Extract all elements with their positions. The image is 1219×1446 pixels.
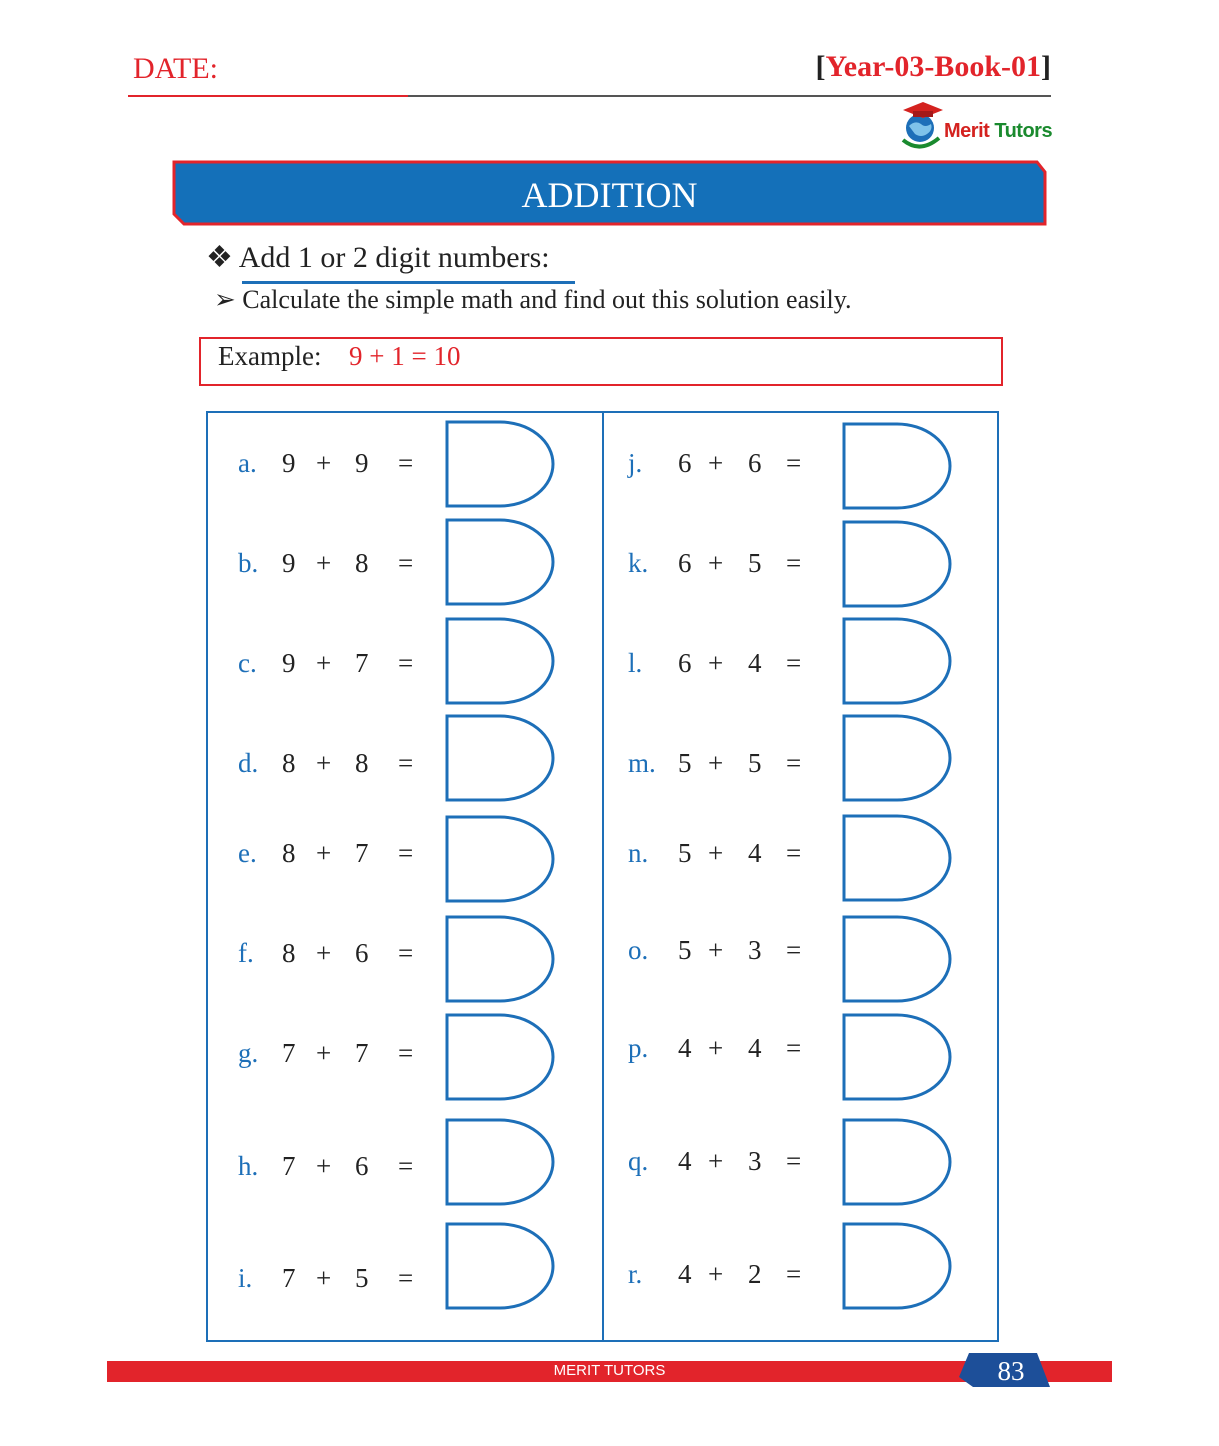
- first-addend: 8: [282, 748, 296, 778]
- equals-sign: =: [786, 1033, 802, 1063]
- second-addend: 8: [355, 548, 369, 578]
- header-rule-accent: [128, 95, 408, 97]
- plus-sign: +: [316, 1263, 332, 1293]
- second-addend: 4: [748, 1033, 762, 1063]
- first-addend: 5: [678, 748, 692, 778]
- page-title: ADDITION: [521, 175, 698, 215]
- plus-sign: +: [708, 935, 724, 965]
- second-addend: 5: [748, 548, 762, 578]
- page-number: 83: [997, 1356, 1025, 1386]
- equals-sign: =: [786, 548, 802, 578]
- heading-underline: [242, 281, 575, 284]
- plus-sign: +: [316, 648, 332, 678]
- first-addend: 4: [678, 1259, 692, 1289]
- answer-box[interactable]: [445, 1013, 555, 1101]
- footer-brand: MERIT TUTORS: [553, 1362, 666, 1379]
- equals-sign: =: [786, 1259, 802, 1289]
- plus-sign: +: [316, 838, 332, 868]
- answer-box[interactable]: [842, 915, 952, 1003]
- question-label: c.: [238, 648, 257, 678]
- plus-sign: +: [708, 1033, 724, 1063]
- second-addend: 2: [748, 1259, 762, 1289]
- first-addend: 7: [282, 1038, 296, 1068]
- plus-sign: +: [708, 648, 724, 678]
- equals-sign: =: [398, 1151, 414, 1181]
- question-label: l.: [628, 648, 643, 678]
- first-addend: 8: [282, 838, 296, 868]
- plus-sign: +: [316, 1151, 332, 1181]
- equals-sign: =: [398, 548, 414, 578]
- plus-sign: +: [708, 1259, 724, 1289]
- equals-sign: =: [786, 838, 802, 868]
- book-bracket-close: ]: [1041, 50, 1051, 83]
- question-label: a.: [238, 448, 257, 478]
- second-addend: 8: [355, 748, 369, 778]
- instruction-sub-text: Calculate the simple math and find out this solution easily.: [242, 285, 852, 314]
- question-label: j.: [628, 448, 643, 478]
- answer-box[interactable]: [842, 1013, 952, 1101]
- question-label: r.: [628, 1259, 643, 1289]
- graduation-cap-icon: [903, 102, 943, 118]
- instruction-sub: [214, 285, 852, 315]
- book-code: [815, 50, 1051, 84]
- second-addend: 7: [355, 838, 369, 868]
- book-code-text: Year-03-Book-01: [825, 50, 1041, 83]
- equals-sign: =: [786, 748, 802, 778]
- first-addend: 7: [282, 1151, 296, 1181]
- equals-sign: =: [786, 1146, 802, 1176]
- answer-box[interactable]: [842, 1222, 952, 1310]
- first-addend: 5: [678, 838, 692, 868]
- equals-sign: =: [786, 648, 802, 678]
- question-label: b.: [238, 548, 259, 578]
- second-addend: 4: [748, 648, 762, 678]
- answer-box[interactable]: [842, 1118, 952, 1206]
- second-addend: 9: [355, 448, 369, 478]
- answer-box[interactable]: [842, 814, 952, 902]
- second-addend: 3: [748, 935, 762, 965]
- equals-sign: =: [398, 1038, 414, 1068]
- second-addend: 7: [355, 1038, 369, 1068]
- logo-brand-first: Merit: [944, 120, 990, 142]
- book-bracket-open: [: [815, 50, 826, 83]
- answer-box[interactable]: [445, 420, 555, 508]
- equals-sign: =: [398, 648, 414, 678]
- plus-sign: +: [708, 1146, 724, 1176]
- plus-sign: +: [316, 938, 332, 968]
- first-addend: 8: [282, 938, 296, 968]
- equals-sign: =: [398, 838, 414, 868]
- grid-divider: [602, 411, 604, 1342]
- plus-sign: +: [316, 448, 332, 478]
- instruction-heading-text: Add 1 or 2 digit numbers:: [238, 241, 550, 274]
- example-label: Example:: [218, 341, 322, 371]
- question-label: d.: [238, 748, 259, 778]
- answer-box[interactable]: [445, 815, 555, 903]
- question-label: o.: [628, 935, 649, 965]
- answer-box[interactable]: [842, 422, 952, 510]
- plus-sign: +: [316, 548, 332, 578]
- logo-brand-second: Tutors: [989, 120, 1053, 142]
- second-addend: 4: [748, 838, 762, 868]
- question-label: f.: [238, 938, 254, 968]
- second-addend: 5: [355, 1263, 369, 1293]
- globe-icon: [903, 114, 939, 147]
- equals-sign: =: [786, 448, 802, 478]
- equals-sign: =: [398, 1263, 414, 1293]
- answer-box[interactable]: [445, 518, 555, 606]
- question-label: p.: [628, 1033, 649, 1063]
- answer-box[interactable]: [445, 617, 555, 705]
- equals-sign: =: [398, 448, 414, 478]
- question-label: n.: [628, 838, 649, 868]
- second-addend: 5: [748, 748, 762, 778]
- answer-box[interactable]: [842, 617, 952, 705]
- equals-sign: =: [398, 748, 414, 778]
- second-addend: 3: [748, 1146, 762, 1176]
- question-label: h.: [238, 1151, 259, 1181]
- answer-box[interactable]: [445, 915, 555, 1003]
- second-addend: 6: [748, 448, 762, 478]
- arrow-bullet-icon: ➢: [214, 285, 236, 314]
- plus-sign: +: [316, 748, 332, 778]
- logo-text: [944, 120, 1052, 143]
- first-addend: 9: [282, 648, 296, 678]
- equals-sign: =: [786, 935, 802, 965]
- second-addend: 6: [355, 938, 369, 968]
- plus-sign: +: [708, 838, 724, 868]
- diamond-bullet-icon: ❖: [206, 241, 233, 274]
- answer-box[interactable]: [445, 1118, 555, 1206]
- question-label: e.: [238, 838, 257, 868]
- plus-sign: +: [708, 448, 724, 478]
- first-addend: 9: [282, 548, 296, 578]
- question-label: i.: [238, 1263, 253, 1293]
- question-label: m.: [628, 748, 656, 778]
- answer-box[interactable]: [842, 714, 952, 802]
- answer-box[interactable]: [445, 1222, 555, 1310]
- plus-sign: +: [708, 548, 724, 578]
- first-addend: 9: [282, 448, 296, 478]
- question-label: k.: [628, 548, 649, 578]
- first-addend: 6: [678, 448, 692, 478]
- equals-sign: =: [398, 938, 414, 968]
- first-addend: 7: [282, 1263, 296, 1293]
- question-label: q.: [628, 1146, 649, 1176]
- example-equation: 9 + 1 = 10: [349, 341, 461, 371]
- question-label: g.: [238, 1038, 259, 1068]
- second-addend: 6: [355, 1151, 369, 1181]
- plus-sign: +: [316, 1038, 332, 1068]
- second-addend: 7: [355, 648, 369, 678]
- first-addend: 4: [678, 1146, 692, 1176]
- answer-box[interactable]: [445, 714, 555, 802]
- first-addend: 5: [678, 935, 692, 965]
- answer-box[interactable]: [842, 520, 952, 608]
- date-label: DATE:: [133, 52, 218, 85]
- first-addend: 6: [678, 648, 692, 678]
- instruction-heading: [206, 240, 550, 275]
- plus-sign: +: [708, 748, 724, 778]
- first-addend: 6: [678, 548, 692, 578]
- first-addend: 4: [678, 1033, 692, 1063]
